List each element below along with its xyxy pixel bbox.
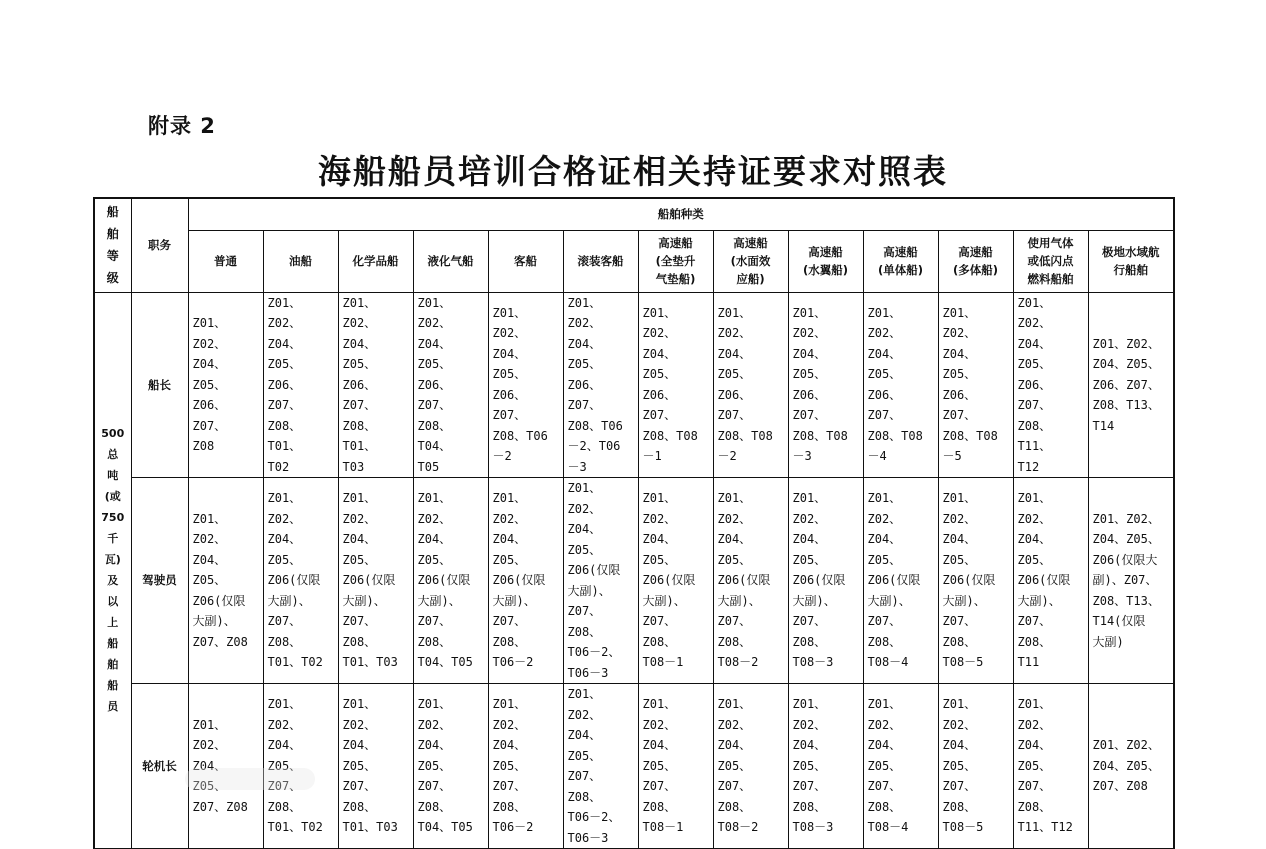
requirement-cell: Z01、Z02、 Z04、Z05、 Z06(仅限 大副)、 Z07、Z08、 T01、T02 bbox=[263, 478, 338, 684]
header-ship-type: 高速船 (水翼船) bbox=[788, 230, 863, 292]
requirement-cell: Z01、Z02、 Z04、Z05、 Z06、Z07、 Z08、T13、 T14 bbox=[1088, 292, 1174, 478]
requirement-cell: Z01、Z02、 Z04、Z05、 Z07、Z08、 T08－4 bbox=[863, 684, 938, 849]
header-ship-type: 滚装客船 bbox=[563, 230, 638, 292]
requirement-cell: Z01、Z02、 Z04、Z05、 Z06(仅限 大副)、 Z07、Z08、 T06－2、 T06－3 bbox=[563, 478, 638, 684]
header-row-types bbox=[94, 230, 1174, 292]
header-row-top bbox=[94, 198, 1174, 230]
faded-stamp-mark bbox=[185, 768, 315, 790]
requirement-cell: Z01、Z02、 Z04、Z05、 Z06、Z07、 Z08、T08 －2 bbox=[713, 292, 788, 478]
requirement-cell: Z01、Z02、 Z04、Z05、 Z06、Z07、 Z08、T11、 T12 bbox=[1013, 292, 1088, 478]
requirement-cell: Z01、Z02、 Z04、Z05、 Z06(仅限 大副)、 Z07、Z08、 T08－3 bbox=[788, 478, 863, 684]
requirement-cell: Z01、Z02、 Z04、Z05、 Z06(仅限 大副)、 Z07、Z08、 T08－5 bbox=[938, 478, 1013, 684]
requirement-cell: Z01、Z02、 Z04、Z05、 Z06、Z07、 Z08、T06 －2、T06 －3 bbox=[563, 292, 638, 478]
requirement-cell: Z01、Z02、 Z04、Z05、 Z06、Z07、 Z08、T08 －3 bbox=[788, 292, 863, 478]
requirement-cell: Z01、Z02、 Z04、Z05、 Z06、Z07、 Z08、T04、 T05 bbox=[413, 292, 488, 478]
requirement-cell: Z01、Z02、 Z04、Z05、 Z06(仅限 大副)、 Z07、Z08、 T08－2 bbox=[713, 478, 788, 684]
requirement-cell: Z01、Z02、 Z04、Z05、 Z07、Z08、 T06－2、 T06－3 bbox=[563, 684, 638, 849]
requirement-cell: Z01、Z02、 Z04、Z05、 Z07、Z08 bbox=[188, 684, 263, 849]
requirement-cell: Z01、Z02、 Z04、Z05、 Z06、Z07、 Z08、T01、 T02 bbox=[263, 292, 338, 478]
header-ship-type: 油船 bbox=[263, 230, 338, 292]
requirement-cell: Z01、Z02、 Z04、Z05、 Z06(仅限 大副)、 Z07、Z08、 T08－1 bbox=[638, 478, 713, 684]
requirement-cell: Z01、Z02、 Z04、Z05、 Z06、Z07、 Z08 bbox=[188, 292, 263, 478]
requirement-cell: Z01、Z02、 Z04、Z05、 Z07、Z08、 T08－3 bbox=[788, 684, 863, 849]
table-row-chief-engineer bbox=[94, 684, 1174, 849]
duty-cell: 轮机长 bbox=[131, 684, 188, 849]
requirement-cell: Z01、Z02、 Z04、Z05、 Z06、Z07、 Z08、T08 －4 bbox=[863, 292, 938, 478]
requirement-cell: Z01、Z02、 Z04、Z05、 Z07、Z08、 T04、T05 bbox=[413, 684, 488, 849]
requirement-cell: Z01、Z02、 Z04、Z05、 Z06、Z07、 Z08、T08 －5 bbox=[938, 292, 1013, 478]
header-ship-type: 普通 bbox=[188, 230, 263, 292]
requirement-cell: Z01、Z02、 Z04、Z05、 Z06(仅限大 副)、Z07、 Z08、T13、 T14(仅限 大副) bbox=[1088, 478, 1174, 684]
header-ship-type: 客船 bbox=[488, 230, 563, 292]
requirement-cell: Z01、Z02、 Z04、Z05、 Z06(仅限 大副)、 Z07、Z08、 T06－2 bbox=[488, 478, 563, 684]
header-ship-type: 高速船 (单体船) bbox=[863, 230, 938, 292]
requirement-cell: Z01、Z02、 Z04、Z05、 Z07、Z08、 T08－1 bbox=[638, 684, 713, 849]
header-ship-grade: 船 舶 等 级 bbox=[94, 198, 131, 292]
appendix-label: 附录 2 bbox=[148, 114, 216, 138]
requirement-cell: Z01、Z02、 Z04、Z05、 Z07、Z08、 T08－2 bbox=[713, 684, 788, 849]
requirement-cell: Z01、Z02、 Z04、Z05、 Z06(仅限 大副)、 Z07、Z08、 T01、T03 bbox=[338, 478, 413, 684]
requirement-cell: Z01、Z02、 Z04、Z05、 Z07、Z08、 T06－2 bbox=[488, 684, 563, 849]
header-duty: 职务 bbox=[131, 198, 188, 292]
header-ship-type: 高速船 (多体船) bbox=[938, 230, 1013, 292]
header-ship-type: 液化气船 bbox=[413, 230, 488, 292]
table-row-officer bbox=[94, 478, 1174, 684]
table-row-captain bbox=[94, 292, 1174, 478]
requirement-cell: Z01、Z02、 Z04、Z05、 Z06、Z07、 Z08、T01、 T03 bbox=[338, 292, 413, 478]
duty-cell: 船长 bbox=[131, 292, 188, 478]
header-ship-type: 使用气体 或低闪点 燃料船舶 bbox=[1013, 230, 1088, 292]
header-ship-type-group: 船舶种类 bbox=[188, 198, 1174, 230]
header-ship-type: 化学品船 bbox=[338, 230, 413, 292]
header-ship-type: 高速船 (水面效 应船) bbox=[713, 230, 788, 292]
requirement-cell: Z01、Z02、 Z04、Z05、 Z06(仅限 大副)、 Z07、Z08、 T08－4 bbox=[863, 478, 938, 684]
requirement-cell: Z01、Z02、 Z04、Z05、 Z07、Z08、 T01、T03 bbox=[338, 684, 413, 849]
header-ship-type: 极地水域航 行船舶 bbox=[1088, 230, 1174, 292]
requirement-cell: Z01、Z02、 Z04、Z05、 Z06、Z07、 Z08、T06 －2 bbox=[488, 292, 563, 478]
requirement-cell: Z01、Z02、 Z04、Z05、 Z06(仅限 大副)、 Z07、Z08 bbox=[188, 478, 263, 684]
requirement-cell: Z01、Z02、 Z04、Z05、 Z06、Z07、 Z08、T08 －1 bbox=[638, 292, 713, 478]
requirement-cell: Z01、Z02、 Z04、Z05、 Z07、Z08、 T11、T12 bbox=[1013, 684, 1088, 849]
duty-cell: 驾驶员 bbox=[131, 478, 188, 684]
requirement-cell: Z01、Z02、 Z04、Z05、 Z06(仅限 大副)、 Z07、Z08、 T04、T05 bbox=[413, 478, 488, 684]
ship-grade-value: 500 总 吨 (或 750 千 瓦) 及 以 上 船 舶 船 员 bbox=[94, 292, 131, 849]
header-ship-type: 高速船 (全垫升 气垫船) bbox=[638, 230, 713, 292]
requirement-cell: Z01、Z02、 Z04、Z05、 Z07、Z08、 T08－5 bbox=[938, 684, 1013, 849]
certificate-requirements-table bbox=[93, 197, 1175, 849]
requirement-cell: Z01、Z02、 Z04、Z05、 Z07、Z08、 T01、T02 bbox=[263, 684, 338, 849]
requirement-cell: Z01、Z02、 Z04、Z05、 Z06(仅限 大副)、 Z07、Z08、 T11 bbox=[1013, 478, 1088, 684]
requirement-cell: Z01、Z02、 Z04、Z05、 Z07、Z08 bbox=[1088, 684, 1174, 849]
document-title: 海船船员培训合格证相关持证要求对照表 bbox=[318, 152, 948, 191]
